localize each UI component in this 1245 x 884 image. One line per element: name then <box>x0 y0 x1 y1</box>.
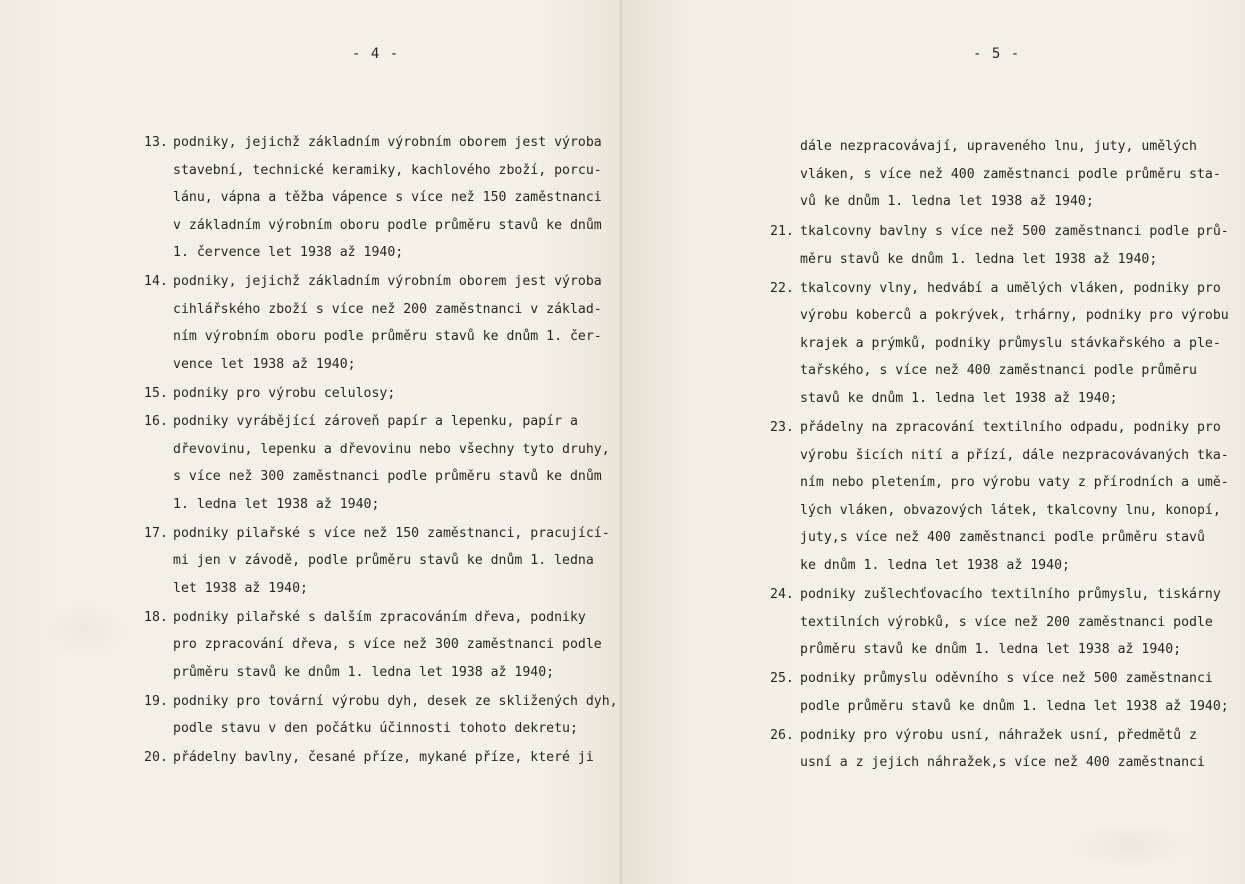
list-item <box>144 268 602 378</box>
list-item <box>770 414 1229 580</box>
text-line: podniky pilařské s více než 150 zaměstnanci, pracující- <box>173 525 610 541</box>
text-line: mi jen v závodě, podle průměru stavů ke dnům 1. ledna <box>173 553 594 569</box>
item-text <box>173 268 602 378</box>
item-number: 17. <box>144 525 168 541</box>
item-number: 13. <box>144 135 168 150</box>
list-item <box>770 581 1221 664</box>
text-line: dále nezpracovávají, upraveného lnu, juty, umělých <box>800 139 1197 154</box>
text-line: podniky, jejichž základním výrobním oborem jest výroba <box>173 274 602 290</box>
text-line: v základním výrobním oboru podle průměru stavů ke dnům <box>173 217 602 233</box>
left-page <box>0 0 622 884</box>
text-line: tařského, s více než 400 zaměstnanci podle průměru <box>800 363 1197 379</box>
right-page <box>622 0 1245 884</box>
text-line: podniky průmyslu oděvního s více než 500 zaměstnanci <box>800 671 1213 687</box>
item-text <box>800 414 1229 580</box>
text-line: průměru stavů ke dnům 1. ledna let 1938 až 1940; <box>173 664 555 680</box>
item-number: 14. <box>144 274 168 290</box>
text-line: tkalcovny vlny, hedvábí a umělých vláken, podniky pro <box>800 280 1221 296</box>
paper-stain <box>1062 820 1202 870</box>
text-line: 1. ledna let 1938 až 1940; <box>173 497 380 513</box>
item-number: 16. <box>144 414 168 430</box>
item-text <box>800 218 1229 273</box>
item-text <box>173 744 594 772</box>
item-number: 24. <box>770 587 794 602</box>
item-number: 18. <box>144 609 168 625</box>
text-line: usní a z jejich náhražek,s více než 400 zaměstnanci <box>800 755 1205 771</box>
text-line: měru stavů ke dnům 1. ledna let 1938 až 1940; <box>800 251 1158 267</box>
text-line: dřevovinu, lepenku a dřevovinu nebo všechny tyto druhy, <box>173 441 610 457</box>
item-number: 23. <box>770 420 794 435</box>
text-line: 1. července let 1938 až 1940; <box>173 245 404 261</box>
item-text <box>800 275 1229 413</box>
text-line: krajek a prýmků, podniky průmyslu stávkařského a ple- <box>800 335 1221 351</box>
item-number: 19. <box>144 693 168 709</box>
item-number: 26. <box>770 727 794 743</box>
text-line: ním nebo pletením, pro výrobu vaty z přírodních a umě- <box>800 475 1229 491</box>
item-text <box>173 604 602 687</box>
text-line: textilních výrobků, s více než 200 zaměstnanci podle <box>800 614 1213 630</box>
list-item <box>770 722 1205 777</box>
item-text <box>800 665 1229 720</box>
list-item <box>770 665 1229 720</box>
page-number: - 5 - <box>973 46 1021 62</box>
text-line: výrobu koberců a pokrývek, trhárny, podniky pro výrobu <box>800 308 1229 324</box>
text-line: výrobu šicích nití a přízí, dále nezpracovávaných tka- <box>800 447 1229 463</box>
item-text <box>173 129 602 267</box>
list-item <box>144 744 594 772</box>
list-item <box>144 408 610 518</box>
text-line: vů ke dnům 1. ledna let 1938 až 1940; <box>800 194 1094 210</box>
item-number: 21. <box>770 224 794 239</box>
text-line: podniky pro tovární výrobu dyh, desek ze skližených dyh, <box>173 693 618 709</box>
item-text <box>173 380 395 408</box>
page-number: - 4 - <box>352 46 400 62</box>
item-text <box>173 688 618 743</box>
list-item <box>770 218 1229 273</box>
item-number: 25. <box>770 671 794 687</box>
list-item <box>144 129 602 267</box>
item-number: 22. <box>770 280 794 296</box>
text-line: podniky vyrábějící zároveň papír a lepenku, papír a <box>173 414 578 430</box>
list-item <box>144 380 395 408</box>
text-line: průměru stavů ke dnům 1. ledna let 1938 až 1940; <box>800 642 1182 658</box>
text-line: lých vláken, obvazových látek, tkalcovny lnu, konopí, <box>800 502 1221 518</box>
text-line: juty,s více než 400 zaměstnanci podle průměru stavů <box>800 530 1205 546</box>
text-line: cihlářského zboží s více než 200 zaměstnanci v základ- <box>173 301 602 317</box>
text-line: podniky pilařské s dalším zpracováním dřeva, podniky <box>173 609 586 625</box>
text-line: tkalcovny bavlny s více než 500 zaměstnanci podle prů- <box>800 224 1229 239</box>
text-line: lánu, vápna a těžba vápence s více než 150 zaměstnanci <box>173 190 602 206</box>
continued-paragraph <box>770 133 1221 216</box>
text-line: stavů ke dnům 1. ledna let 1938 až 1940; <box>800 390 1118 406</box>
text-line: podniky, jejichž základním výrobním oborem jest výroba <box>173 135 602 150</box>
item-text <box>173 520 610 603</box>
text-line: vence let 1938 až 1940; <box>173 356 356 372</box>
text-line: s více než 300 zaměstnanci podle průměru stavů ke dnům <box>173 469 602 485</box>
text-line: ke dnům 1. ledna let 1938 až 1940; <box>800 557 1070 573</box>
text-line: podniky pro výrobu usní, náhražek usní, předmětů z <box>800 727 1197 743</box>
list-item <box>144 604 602 687</box>
text-line: let 1938 až 1940; <box>173 580 308 596</box>
text-line: pro zpracování dřeva, s více než 300 zaměstnanci podle <box>173 637 602 653</box>
item-number: 15. <box>144 385 168 401</box>
text-line: podle stavu v den počátku účinnosti tohoto dekretu; <box>173 721 578 737</box>
text-line: ním výrobním oboru podle průměru stavů ke dnům 1. čer- <box>173 329 602 345</box>
text-line: podle průměru stavů ke dnům 1. ledna let 1938 až 1940; <box>800 698 1229 714</box>
item-text <box>173 408 610 518</box>
list-item <box>770 275 1229 413</box>
list-item <box>144 520 610 603</box>
text-line: vláken, s více než 400 zaměstnanci podle průměru sta- <box>800 166 1221 182</box>
item-number: 20. <box>144 749 168 765</box>
item-text <box>800 722 1205 777</box>
text-line: stavební, technické keramiky, kachlového zboží, porcu- <box>173 162 602 178</box>
item-text <box>800 133 1221 216</box>
paper-stain <box>40 600 130 660</box>
text-line: přádelny na zpracování textilního odpadu, podniky pro <box>800 420 1221 435</box>
text-line: podniky pro výrobu celulosy; <box>173 385 396 401</box>
list-item <box>144 688 618 743</box>
text-line: přádelny bavlny, česané příze, mykané příze, které ji <box>173 749 594 765</box>
item-text <box>800 581 1221 664</box>
text-line: podniky zušlechťovacího textilního průmyslu, tiskárny <box>800 587 1221 602</box>
